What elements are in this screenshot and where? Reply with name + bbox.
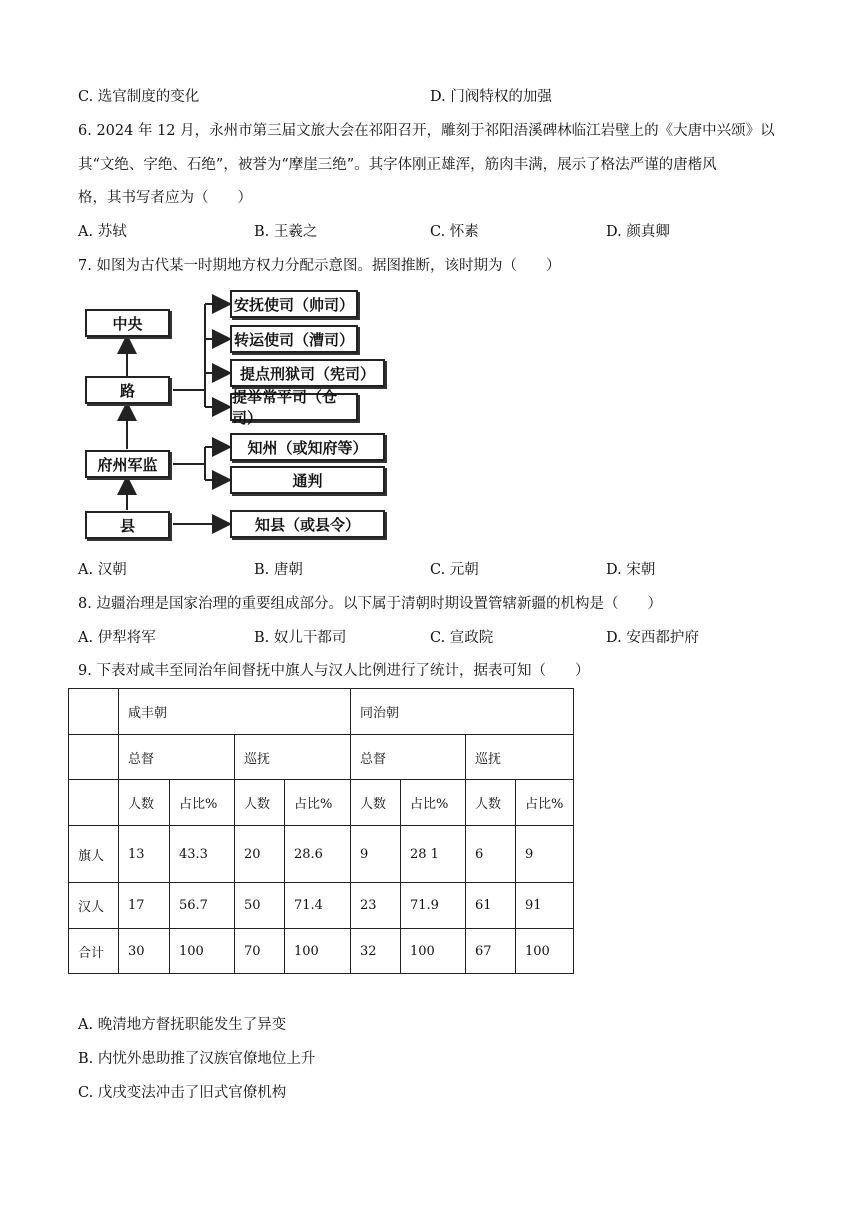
table-cell: 100 (401, 929, 466, 974)
q9-stem: 9. 下表对咸丰至同治年间督抚中旗人与汉人比例进行了统计，据表可知（ ） (78, 663, 590, 679)
box-zhuanyun-label: 转运使司（漕司） (233, 330, 354, 349)
q8-option-c: C. 宣政院 (430, 630, 494, 646)
box-anfu (230, 290, 358, 318)
box-tongpan-label: 通判 (292, 471, 323, 490)
q6-option-d: D. 颜真卿 (606, 224, 670, 240)
q7-option-b: B. 唐朝 (254, 562, 303, 578)
table-row (69, 929, 574, 974)
table-empty-cell (69, 780, 119, 826)
table-cell: 28.6 (285, 826, 351, 883)
q9-option-b: B. 内忧外患助推了汉族官僚地位上升 (78, 1051, 316, 1067)
q7-option-c: C. 元朝 (430, 562, 479, 578)
box-zhizhou-label: 知州（或知府等） (247, 438, 368, 457)
box-tongpan (230, 466, 385, 494)
row-label: 汉人 (69, 883, 119, 929)
box-xingyu-label: 提点刑狱司（宪司） (239, 364, 375, 383)
table-cell: 6 (466, 826, 516, 883)
table-row-columns (69, 780, 574, 826)
table-row-era (69, 689, 574, 735)
table-cell: 100 (170, 929, 235, 974)
q8-option-a: A. 伊犁将军 (78, 630, 156, 646)
office-cell: 巡抚 (235, 735, 351, 780)
q7-option-a: A. 汉朝 (78, 562, 127, 578)
table-cell: 50 (235, 883, 285, 929)
table-cell: 13 (119, 826, 170, 883)
box-zhixian-label: 知县（或县令） (254, 515, 360, 534)
table-cell: 30 (119, 929, 170, 974)
table-cell: 23 (351, 883, 401, 929)
table-cell: 43.3 (170, 826, 235, 883)
box-prefecture (85, 450, 170, 478)
q7-stem: 7. 如图为古代某一时期地方权力分配示意图。据图推断，该时期为（ ） (78, 258, 561, 274)
box-anfu-label: 安抚使司（帅司） (233, 295, 354, 314)
box-county-label: 县 (119, 516, 135, 535)
row-label: 合计 (69, 929, 119, 974)
q7-option-d: D. 宋朝 (606, 562, 656, 578)
table-cell: 100 (285, 929, 351, 974)
box-changping (230, 388, 358, 427)
office-cell: 巡抚 (466, 735, 574, 780)
office-cell: 总督 (351, 735, 466, 780)
table-corner-cell (69, 689, 119, 735)
box-xingyu (230, 359, 385, 387)
column-header: 人数 (351, 780, 401, 826)
box-central (85, 309, 170, 337)
q6-option-a: A. 苏轼 (78, 224, 127, 240)
column-header: 占比% (516, 780, 574, 826)
table-cell: 71.4 (285, 883, 351, 929)
box-county (85, 511, 170, 539)
box-lu-label: 路 (119, 381, 135, 400)
governor-statistics-table (68, 688, 574, 974)
table-cell: 17 (119, 883, 170, 929)
q6-option-b: B. 王羲之 (254, 224, 318, 240)
q8-option-b: B. 奴儿干都司 (254, 630, 347, 646)
box-changping-label: 提举常平司（仓司） (232, 388, 338, 427)
table-empty-cell (69, 735, 119, 780)
q9-option-a: A. 晚清地方督抚职能发生了异变 (78, 1017, 287, 1033)
era-xianfeng: 咸丰朝 (119, 689, 351, 735)
office-cell: 总督 (119, 735, 235, 780)
q9-option-c: C. 戊戌变法冲击了旧式官僚机构 (78, 1085, 287, 1101)
table-cell: 20 (235, 826, 285, 883)
table-cell: 100 (516, 929, 574, 974)
column-header: 人数 (119, 780, 170, 826)
box-prefecture-label: 府州军监 (97, 455, 158, 474)
table-cell: 61 (466, 883, 516, 929)
q8-stem: 8. 边疆治理是国家治理的重要组成部分。以下属于清朝时期设置管辖新疆的机构是（ ） (78, 596, 662, 612)
table-cell: 9 (516, 826, 574, 883)
table-row-office (69, 735, 574, 780)
box-zhizhou (230, 433, 385, 461)
table-cell: 9 (351, 826, 401, 883)
q8-option-d: D. 安西都护府 (606, 630, 699, 646)
column-header: 人数 (235, 780, 285, 826)
column-header: 占比% (170, 780, 235, 826)
column-header: 占比% (401, 780, 466, 826)
column-header: 占比% (285, 780, 351, 826)
box-central-label: 中央 (112, 314, 143, 333)
column-header: 人数 (466, 780, 516, 826)
table-cell: 56.7 (170, 883, 235, 929)
era-tongzhi: 同治朝 (351, 689, 574, 735)
box-lu (85, 376, 170, 404)
box-zhuanyun (230, 325, 358, 353)
row-label: 旗人 (69, 826, 119, 883)
q5-option-c: C. 选官制度的变化 (78, 89, 200, 105)
table-cell: 91 (516, 883, 574, 929)
table-cell: 70 (235, 929, 285, 974)
table-cell: 67 (466, 929, 516, 974)
q6-stem-line-1: 6. 2024 年 12 月，永州市第三届文旅大会在祁阳召开，雕刻于祁阳浯溪碑林临江岩壁上的《大唐中兴颂》以 (78, 123, 775, 139)
box-zhixian (230, 510, 385, 538)
table-cell: 32 (351, 929, 401, 974)
q6-stem-line-3: 格，其书写者应为（ ） (78, 190, 252, 206)
q5-option-d: D. 门阀特权的加强 (430, 89, 552, 105)
table-cell: 28 1 (401, 826, 466, 883)
table-cell: 71.9 (401, 883, 466, 929)
table-row (69, 883, 574, 929)
q6-option-c: C. 怀素 (430, 224, 479, 240)
table-row (69, 826, 574, 883)
q6-stem-line-2: 其“文绝、字绝、石绝”，被誉为“摩崖三绝”。其字体刚正雄浑，筋肉丰满，展示了格法严谨的唐楷风 (78, 157, 717, 173)
